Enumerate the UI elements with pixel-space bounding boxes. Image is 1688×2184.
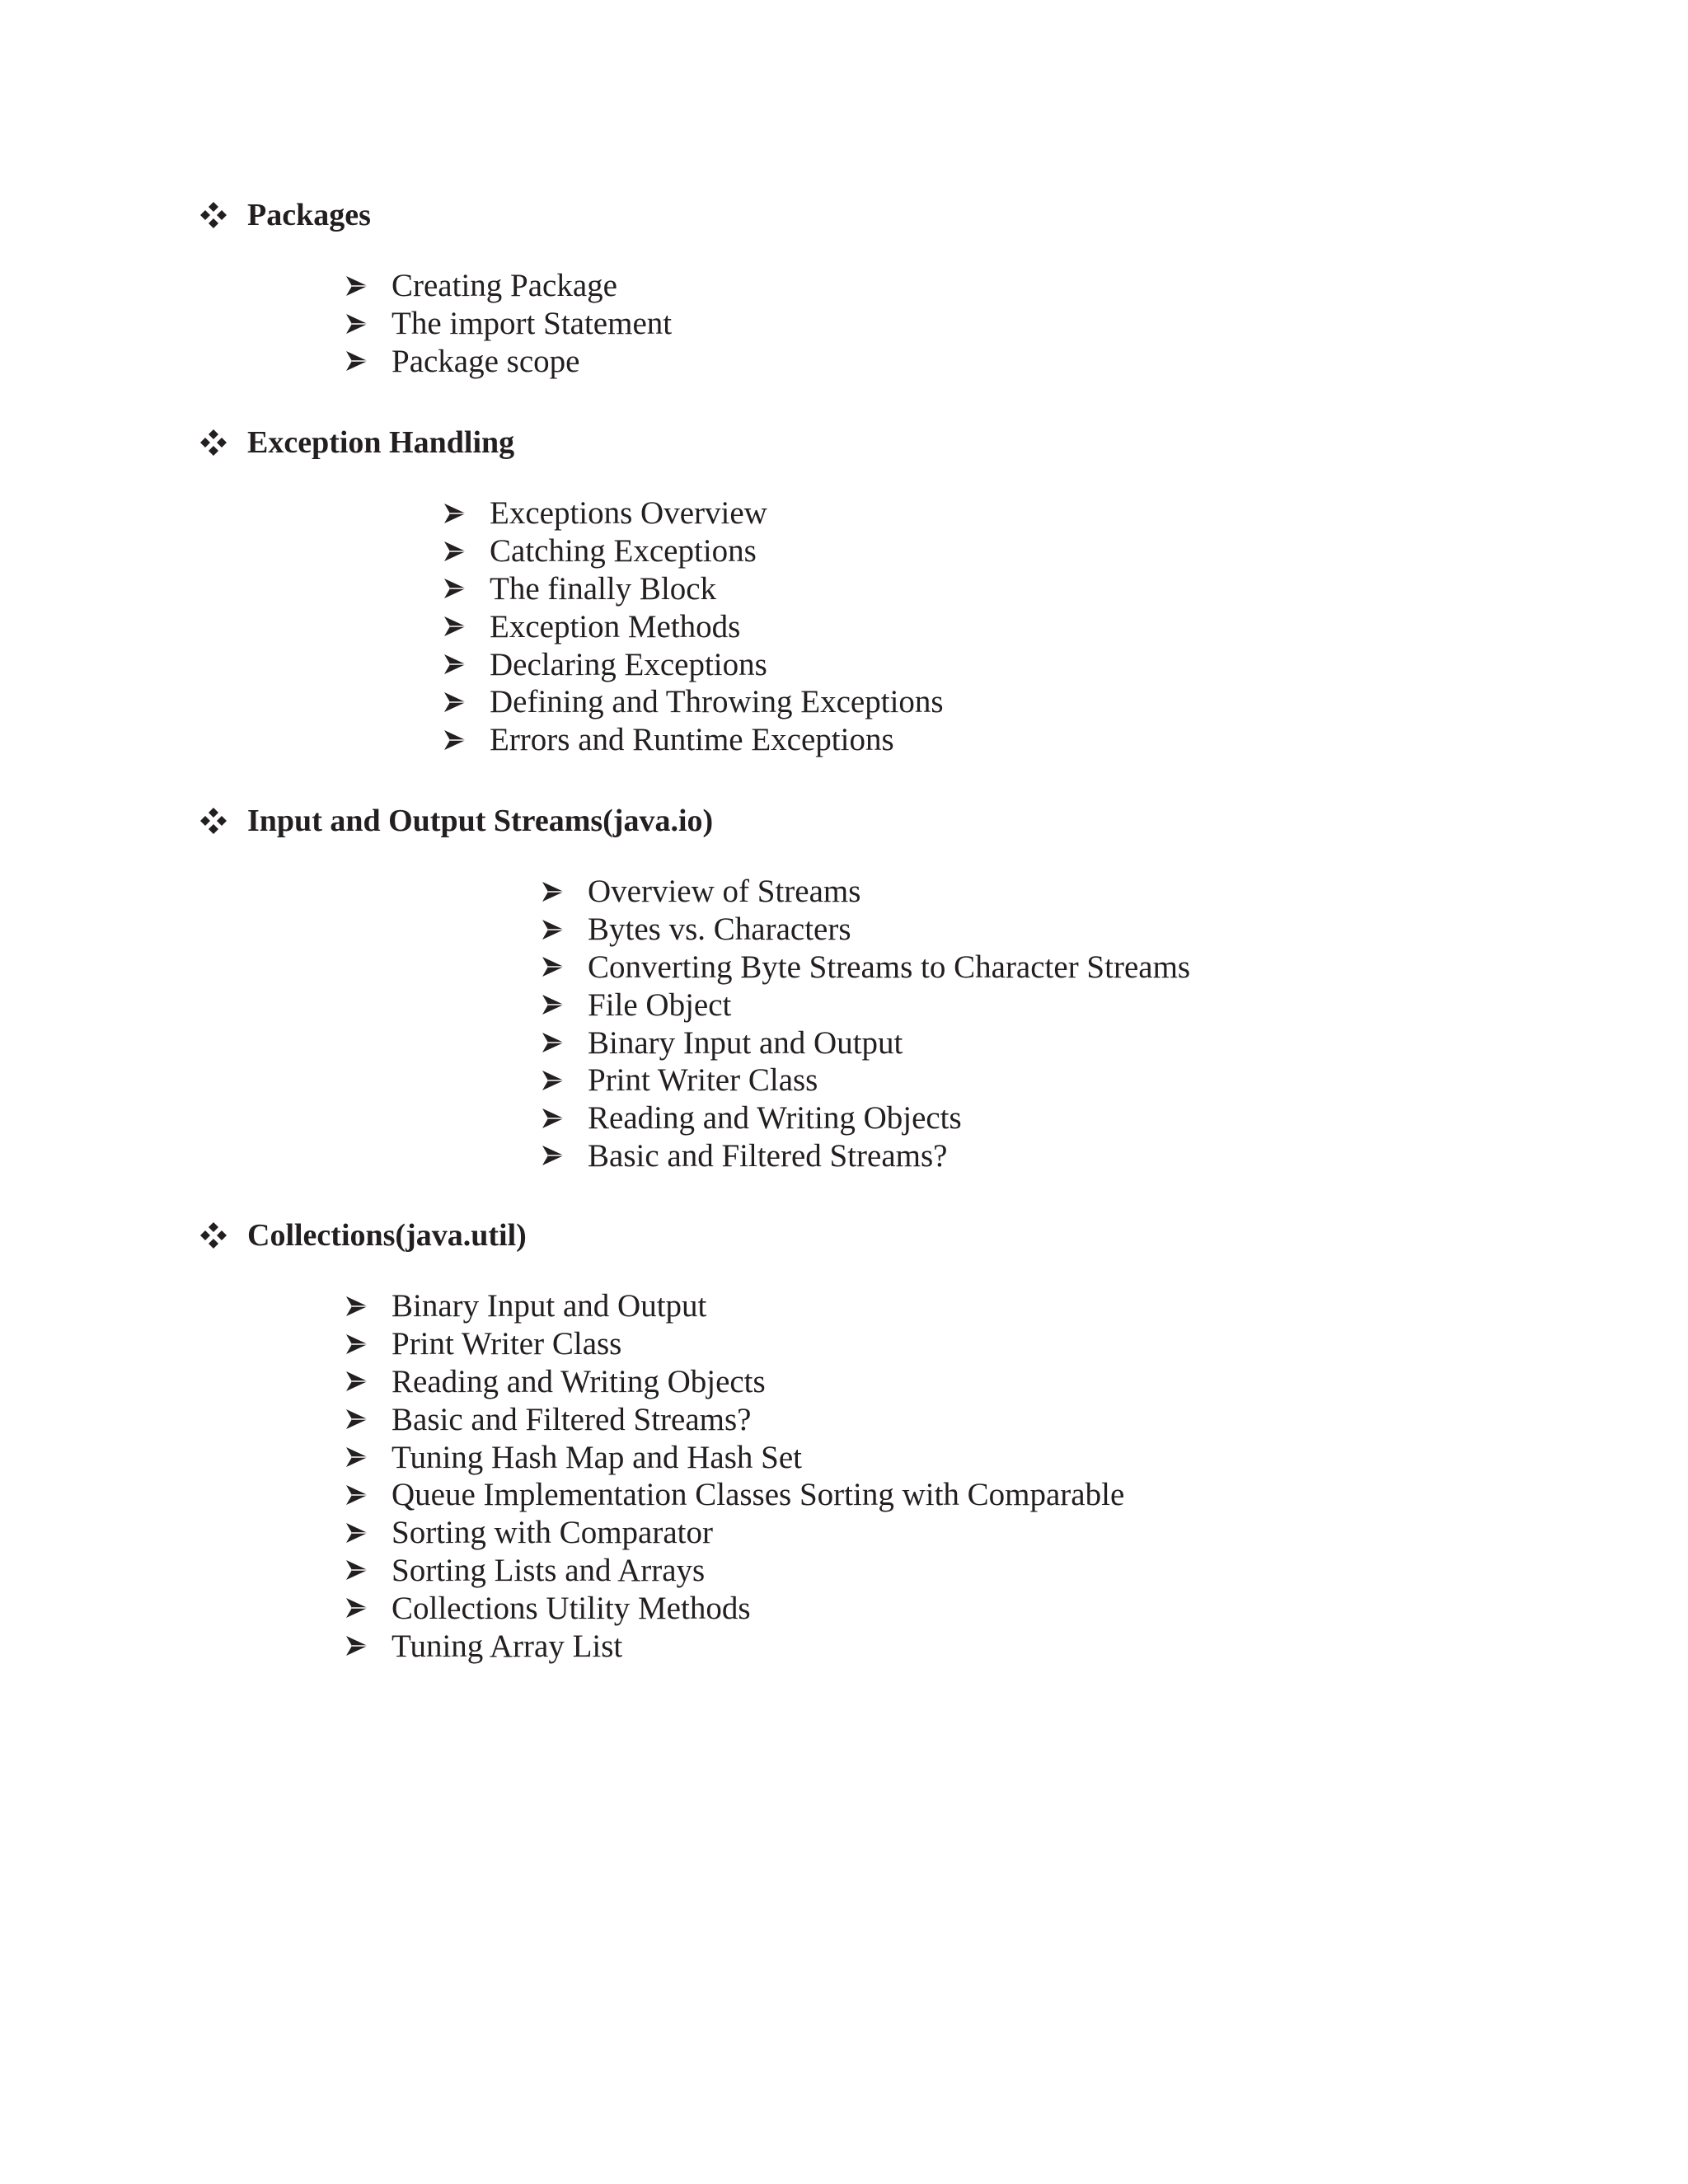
list-item (541, 1099, 1190, 1137)
list-item-text: Creating Package (392, 268, 617, 304)
arrowhead-icon (345, 1558, 369, 1582)
arrowhead-icon (345, 1633, 369, 1658)
list-item (443, 532, 944, 570)
list-item-text: Declaring Exceptions (490, 646, 767, 682)
list-item-text: Tuning Array List (392, 1628, 623, 1664)
list-item-text: Defining and Throwing Exceptions (490, 684, 944, 720)
four-diamond-icon (198, 805, 229, 837)
list-item (443, 721, 944, 759)
section-heading-text: Input and Output Streams(java.io) (247, 804, 714, 838)
list-item-text: Queue Implementation Classes Sorting with Comparable (392, 1477, 1125, 1513)
arrowhead-icon (345, 312, 369, 336)
list-item (345, 1287, 1124, 1325)
list-item-text: Exceptions Overview (490, 495, 767, 532)
list-item (443, 645, 944, 683)
list-item-text: Bytes vs. Characters (588, 912, 851, 948)
arrowhead-icon (345, 274, 369, 298)
arrowhead-icon (345, 1483, 369, 1507)
section-heading-text: Collections(java.util) (247, 1218, 527, 1253)
arrowhead-icon (345, 1407, 369, 1432)
arrowhead-icon (443, 652, 467, 677)
list-item-text: Sorting Lists and Arrays (392, 1552, 706, 1588)
list-item-text: Collections Utility Methods (392, 1590, 751, 1626)
arrowhead-icon (443, 576, 467, 601)
arrowhead-icon (443, 539, 467, 564)
section-heading (198, 800, 713, 841)
list-item (345, 1438, 1124, 1476)
section-heading-text: Exception Handling (247, 425, 515, 460)
list-item (345, 1363, 1124, 1401)
list-item-text: Binary Input and Output (392, 1288, 707, 1324)
list-item (345, 267, 672, 305)
arrowhead-icon (345, 349, 369, 373)
list-item-text: Reading and Writing Objects (392, 1363, 766, 1399)
list-item-text: Binary Input and Output (588, 1024, 903, 1061)
list-item (345, 1589, 1124, 1627)
list-item (541, 1137, 1190, 1175)
list-item (345, 1552, 1124, 1590)
list-item-text: Basic and Filtered Streams? (392, 1401, 752, 1437)
list-item (443, 570, 944, 608)
list-item-text: Converting Byte Streams to Character Streams (588, 949, 1191, 985)
item-list (345, 267, 672, 380)
list-item (541, 911, 1190, 949)
item-list (345, 1287, 1124, 1665)
arrowhead-icon (541, 879, 565, 904)
item-list (443, 494, 944, 759)
list-item (443, 683, 944, 721)
list-item-text: Print Writer Class (392, 1326, 622, 1362)
arrowhead-icon (541, 992, 565, 1017)
arrowhead-icon (345, 1369, 369, 1394)
list-item (541, 986, 1190, 1024)
list-item (541, 873, 1190, 911)
arrowhead-icon (541, 1143, 565, 1168)
list-item (345, 1325, 1124, 1363)
list-item (345, 305, 672, 343)
list-item-text: Tuning Hash Map and Hash Set (392, 1439, 802, 1475)
list-item (541, 1062, 1190, 1099)
arrowhead-icon (345, 1294, 369, 1319)
list-item-text: The finally Block (490, 570, 717, 607)
list-item (345, 1400, 1124, 1438)
arrowhead-icon (345, 1521, 369, 1545)
arrowhead-icon (443, 501, 467, 526)
arrowhead-icon (541, 917, 565, 942)
four-diamond-icon (198, 199, 229, 231)
list-item (345, 1514, 1124, 1552)
arrowhead-icon (345, 1445, 369, 1469)
arrowhead-icon (541, 954, 565, 979)
arrowhead-icon (345, 1332, 369, 1357)
list-item (345, 1627, 1124, 1665)
list-item-text: Print Writer Class (588, 1062, 818, 1099)
section-heading (198, 1215, 527, 1256)
list-item-text: Catching Exceptions (490, 533, 757, 569)
list-item-text: Basic and Filtered Streams? (588, 1137, 948, 1174)
four-diamond-icon (198, 427, 229, 458)
arrowhead-icon (541, 1068, 565, 1093)
list-item-text: Package scope (392, 343, 580, 379)
four-diamond-icon (198, 1220, 229, 1251)
list-item (541, 1024, 1190, 1062)
arrowhead-icon (443, 614, 467, 639)
list-item (345, 1476, 1124, 1514)
item-list (541, 873, 1190, 1174)
section-heading (198, 422, 514, 463)
list-item (345, 343, 672, 381)
list-item (443, 607, 944, 645)
arrowhead-icon (443, 728, 467, 752)
list-item-text: The import Statement (392, 306, 673, 342)
list-item-text: Exception Methods (490, 608, 741, 644)
arrowhead-icon (443, 690, 467, 715)
list-item-text: Errors and Runtime Exceptions (490, 722, 894, 758)
arrowhead-icon (541, 1106, 565, 1131)
list-item-text: Reading and Writing Objects (588, 1100, 962, 1137)
list-item-text: Sorting with Comparator (392, 1515, 713, 1551)
section-heading-text: Packages (247, 198, 371, 232)
arrowhead-icon (345, 1596, 369, 1620)
arrowhead-icon (541, 1030, 565, 1055)
list-item (443, 494, 944, 532)
list-item-text: File Object (588, 987, 732, 1023)
list-item-text: Overview of Streams (588, 874, 861, 910)
section-heading (198, 194, 371, 236)
list-item (541, 949, 1190, 987)
